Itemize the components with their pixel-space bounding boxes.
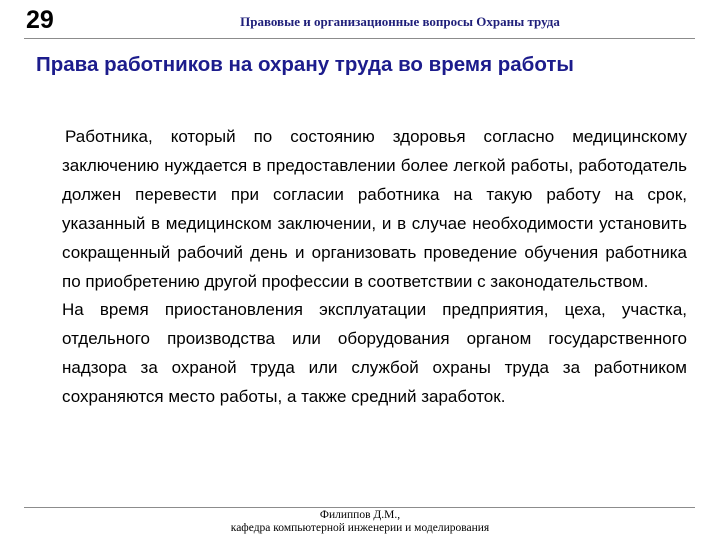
paragraph: На время приостановления эксплуатации предприятия, цеха, участка, отдельного производства или оборудования органом государственного надзора за охраной труда или службой охраны труда за работником сохраняются место работы, а также средний заработок. — [62, 300, 687, 407]
footer-department: кафедра компьютерной инженерии и моделирования — [230, 522, 490, 534]
header-title: Правовые и организационные вопросы Охраны труда — [240, 14, 560, 29]
footer — [0, 509, 720, 535]
paragraph: Работника, который по состоянию здоровья согласно медицинскому заключению нуждается в предоставлении более легкой работы, работодатель должен перевести при согласии работника на такую работу на срок, указанный в медицинском заключении, и в случае необходимости установить сокращенный рабочий день и организовать проведение обучения работника по приобретению другой профессии в соответствии с законодательством. — [62, 127, 687, 291]
slide-title: Права работников на охрану труда во время работы — [36, 53, 574, 76]
slide-number: 29 — [26, 6, 54, 34]
slide-body — [62, 123, 687, 412]
header-divider — [24, 38, 695, 39]
footer-divider — [24, 507, 695, 508]
footer-author: Филиппов Д.М., — [319, 509, 401, 521]
